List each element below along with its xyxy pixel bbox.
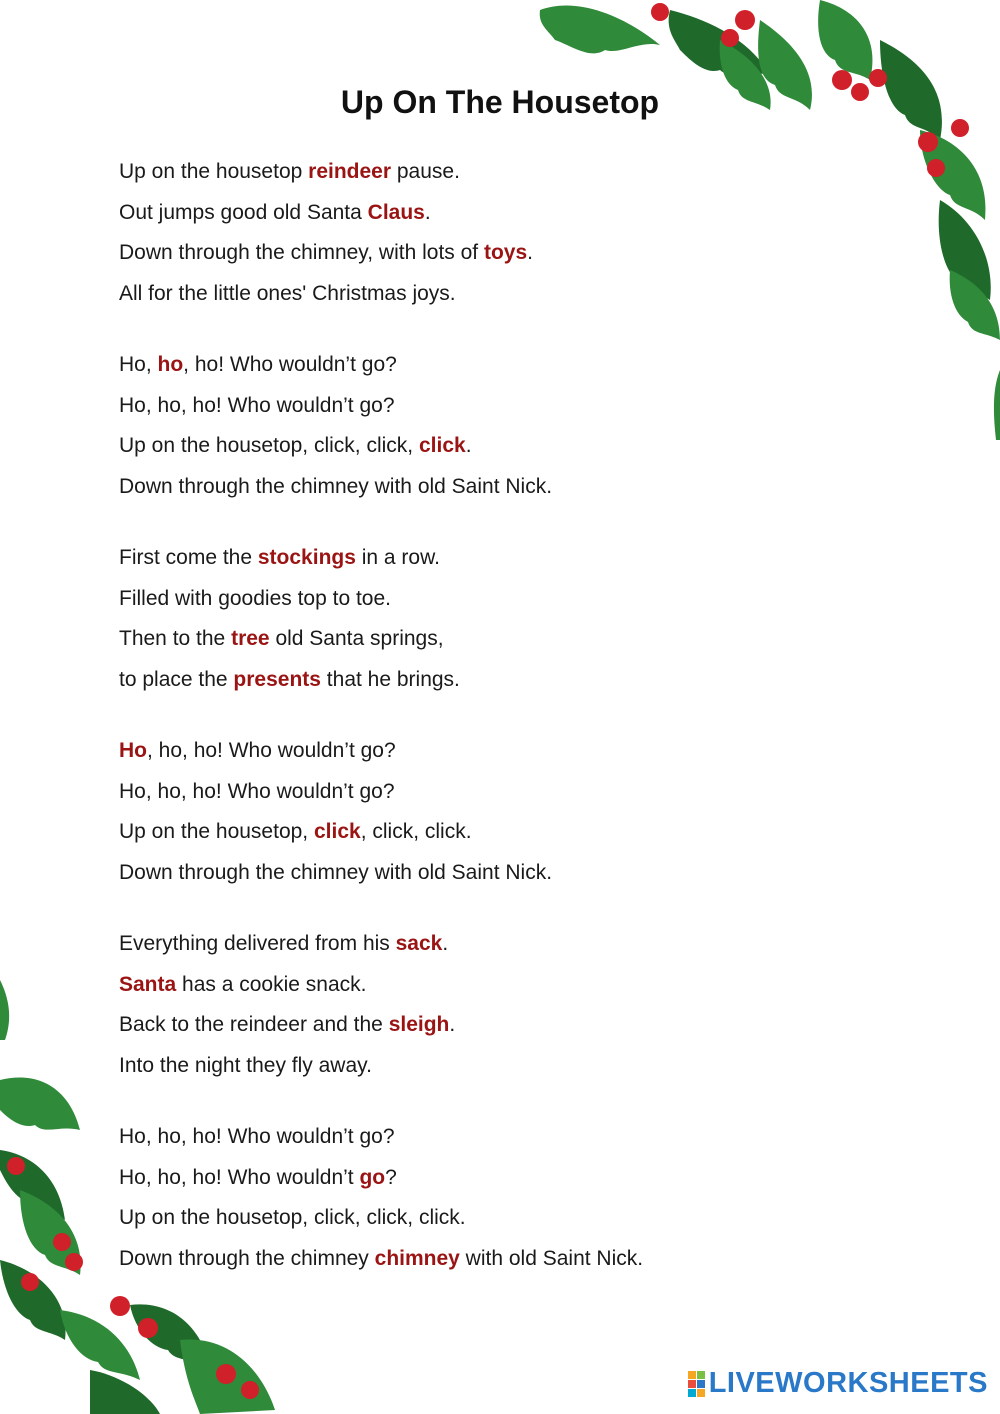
holly-leaf-icon [0,980,275,1414]
lyric-text: Everything delivered from his [119,932,396,955]
highlighted-word: go [359,1165,386,1189]
logo-square [688,1389,696,1397]
holly-decoration-bottom-left [0,970,300,1414]
liveworksheets-logo-icon [688,1371,705,1397]
stanza [119,731,819,893]
lyric-text: Into the night they fly away. [119,1053,372,1077]
lyric-text: ? [385,1165,397,1189]
lyric-text: . [465,434,472,457]
lyric-line [119,660,819,701]
lyric-text: Filled with goodies top to toe. [119,586,391,610]
lyric-line [119,579,819,620]
lyric-text: . [442,932,449,955]
highlighted-word: presents [233,667,321,691]
logo-square [697,1371,705,1379]
lyric-text: . [449,1013,456,1036]
lyric-text: , click, click. [360,820,472,843]
lyric-line [119,924,819,965]
lyric-text: old Santa springs, [269,627,444,650]
lyric-text: in a row. [355,546,440,569]
logo-square [697,1380,705,1388]
lyric-text: Up on the housetop [119,160,309,183]
logo-square [688,1380,696,1388]
stanza [119,538,819,700]
highlighted-word: click [313,820,361,843]
highlighted-word: tree [231,627,270,650]
lyric-text: Ho, [119,353,158,376]
lyric-line [119,619,819,660]
lyric-text: Up on the housetop, click, click, [119,434,419,457]
liveworksheets-brand[interactable] [688,1367,988,1400]
lyric-text: , ho! Who wouldn’t go? [183,353,397,376]
lyric-text: All for the little ones' Christmas joys. [119,281,456,305]
lyric-text: Down through the chimney with old Saint Nick. [119,860,553,884]
lyric-text: First come the [119,546,258,569]
lyric-text: that he brings. [320,667,460,691]
highlighted-word: sack [395,932,443,955]
lyric-text: Ho, ho, ho! Who wouldn’t go? [119,779,395,803]
lyric-text: Down through the chimney with old Saint Nick. [119,474,553,498]
lyric-text: Then to the [119,627,232,650]
lyric-text: Ho, ho, ho! Who wouldn’t [119,1165,360,1189]
lyric-text: . [424,200,431,224]
lyric-text: pause. [391,160,460,183]
highlighted-word: Ho [119,739,147,762]
lyric-text: . [527,241,533,264]
lyric-text: to place the [119,667,234,691]
lyric-line [119,812,819,853]
lyric-line [119,853,819,894]
highlighted-word: Santa [119,972,177,996]
highlighted-word: ho [157,353,184,376]
holly-decoration-top-right [520,0,1000,440]
highlighted-word: Claus [367,200,425,224]
page-title: Up On The Housetop [340,84,660,120]
lyric-line [119,731,819,772]
logo-square [697,1389,705,1397]
lyric-text: Ho, ho, ho! Who wouldn’t go? [119,1125,395,1148]
highlighted-word: sleigh [388,1013,450,1036]
lyric-text: , ho, ho! Who wouldn’t go? [147,739,396,762]
lyric-text: Down through the chimney [119,1246,375,1270]
lyric-text: Back to the reindeer and the [119,1013,389,1036]
lyric-text: Out jumps good old Santa [119,200,368,224]
holly-decoration-right-edge [990,370,1000,440]
lyric-line [119,772,819,813]
highlighted-word: stockings [257,546,356,569]
lyric-text: has a cookie snack. [176,972,367,996]
lyric-text: with old Saint Nick. [459,1246,644,1270]
brand-name: LIVEWORKSHEETS [708,1367,988,1399]
lyric-text: Up on the housetop, click, click, click. [119,1206,466,1229]
lyric-text: Down through the chimney, with lots of [119,241,484,264]
lyric-line [119,538,819,579]
highlighted-word: chimney [374,1246,460,1270]
logo-square [688,1371,696,1379]
highlighted-word: reindeer [308,160,392,183]
lyric-text: Up on the housetop, [119,820,314,843]
highlighted-word: toys [483,241,528,264]
lyric-text: Ho, ho, ho! Who wouldn’t go? [119,393,395,417]
lyric-line [119,467,819,508]
highlighted-word: click [418,434,466,457]
